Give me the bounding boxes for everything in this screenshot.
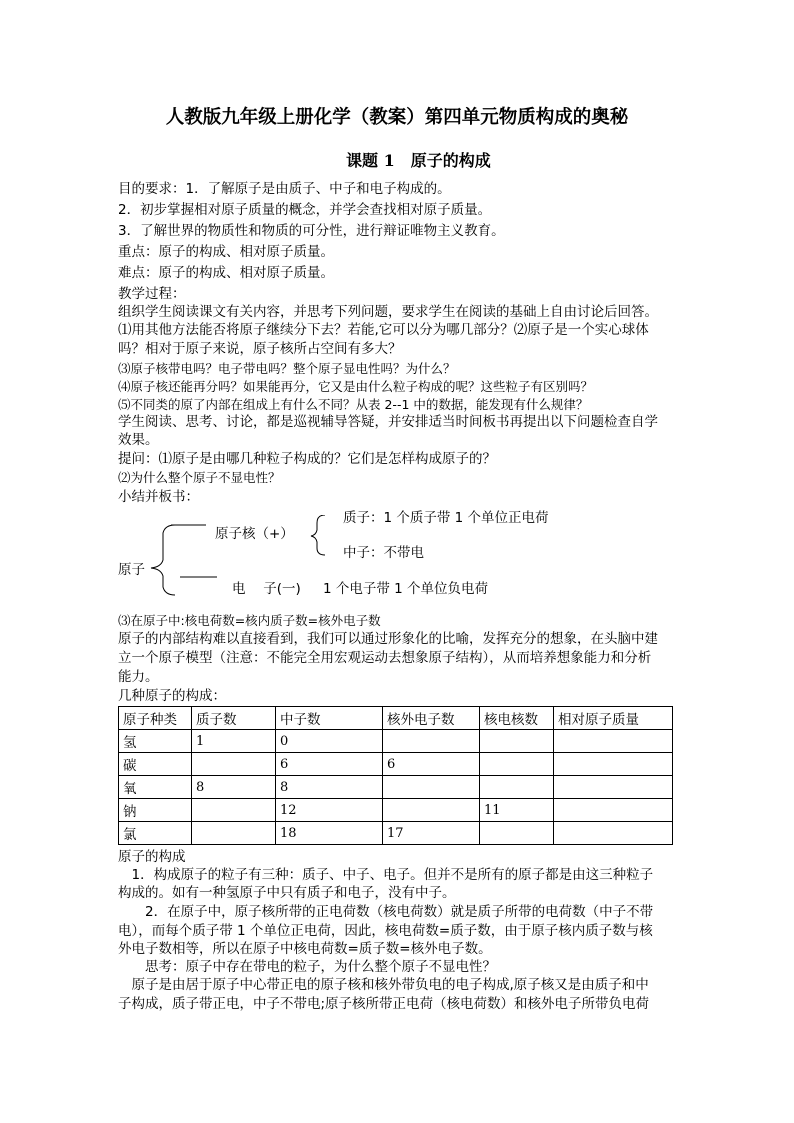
answer-line-1: 原子是由居于原子中心带正电的原子核和核外带负电的电子构成,原子核又是由质子和中	[118, 977, 649, 993]
table-cell	[480, 776, 554, 799]
table-cell	[554, 799, 673, 822]
summary-heading: 小结并板书：	[118, 489, 199, 505]
objective-line-2: 2．初步掌握相对原子质量的概念，并学会查找相对原子质量。	[118, 202, 492, 218]
question-line-5: ⑸不同类的原了内部在组成上有什么不同？从表 2--1 中的数据，能发现有什么规律？	[118, 397, 589, 412]
table-row	[119, 730, 673, 753]
instruction-line: 组织学生阅读课文有关内容，并思考下列问题，要求学生在阅读的基础上自由讨论后回答。	[118, 304, 658, 320]
table-cell: 钠	[119, 799, 192, 822]
question-line-2: 吗？相对于原子来说，原子核所占空间有多大？	[118, 341, 402, 357]
table-row	[119, 776, 673, 799]
table-cell: 氢	[119, 730, 192, 753]
table-cell: 12	[276, 799, 383, 822]
table-cell	[554, 730, 673, 753]
composition-line-1: 1．构成原子的粒子有三种：质子、中子、电子。但并不是所有的原子都是由这三种粒子	[118, 867, 654, 883]
question-line-4: ⑷原子核还能再分吗？如果能再分，它又是由什么粒子构成的呢？这些粒子有区别吗？	[118, 379, 594, 394]
table-cell	[192, 799, 276, 822]
table-header-cell: 相对原子质量	[554, 707, 673, 730]
table-cell: 18	[276, 822, 383, 845]
table-cell: 0	[276, 730, 383, 753]
table-cell	[554, 822, 673, 845]
lesson-subtitle: 课题 1 原子的构成	[346, 151, 491, 170]
model-line-3: 能力。	[118, 669, 159, 685]
diagram-nucleus-label: 原子核（+）	[215, 526, 294, 542]
table-cell	[383, 730, 480, 753]
table-cell: 8	[192, 776, 276, 799]
composition-line-4: 电），而每个质子带 1 个单位正电荷，因此，核电荷数=质子数，由于原子核内质子数与核	[118, 923, 653, 939]
model-line-1: 原子的内部结构难以直接看到，我们可以通过形象化的比喻，发挥充分的想象，在头脑中建	[118, 631, 658, 647]
diagram-electron-label: 电 子(一)	[232, 581, 301, 597]
think-question: 思考：原子中存在带电的粒子，为什么整个原子不显电性？	[118, 959, 496, 975]
difficulties-line: 难点：原子的构成、相对原子质量。	[118, 265, 334, 281]
table-header-row	[119, 707, 673, 730]
table-cell: 氯	[119, 822, 192, 845]
objective-line-1: 目的要求：1．了解原子是由质子、中子和电子构成的。	[118, 181, 451, 197]
table-cell: 1	[192, 730, 276, 753]
table-cell	[383, 799, 480, 822]
table-row	[119, 822, 673, 845]
table-row	[119, 799, 673, 822]
question-line-1: ⑴用其他方法能否将原子继续分下去？若能,它可以分为哪几部分？⑵原子是一个实心球体	[118, 322, 649, 338]
table-cell	[383, 776, 480, 799]
table-header-cell: 原子种类	[119, 707, 192, 730]
table-caption: 几种原子的构成：	[118, 688, 226, 704]
composition-heading: 原子的构成	[118, 849, 186, 865]
table-header-cell: 质子数	[192, 707, 276, 730]
table-header-cell: 核外电子数	[383, 707, 480, 730]
composition-line-3: 2．在原子中，原子核所带的正电荷数（核电荷数）就是质子所带的电荷数（中子不带	[118, 904, 654, 920]
diagram-electron-desc: 1 个电子带 1 个单位负电荷	[323, 581, 489, 597]
key-points-line: 重点：原子的构成、相对原子质量。	[118, 244, 334, 260]
ask-line-2: ⑵为什么整个原子不显电性？	[118, 470, 281, 485]
model-line-2: 立一个原子模型（注意：不能完全用宏观运动去想象原子结构），从而培养想象能力和分析	[118, 650, 652, 666]
atom-composition-table	[118, 706, 673, 845]
table-header-cell: 核电核数	[480, 707, 554, 730]
activity-line-1: 学生阅读、思考、讨论，都是巡视辅导答疑，并安排适当时间板书再提出以下问题检查自学	[118, 414, 658, 430]
table-cell	[192, 753, 276, 776]
table-cell: 碳	[119, 753, 192, 776]
teaching-process-heading: 教学过程：	[118, 286, 186, 302]
table-row	[119, 753, 673, 776]
diagram-neutron-label: 中子：不带电	[343, 545, 424, 561]
document-title: 人教版九年级上册化学（教案）第四单元物质构成的奥秘	[165, 107, 629, 128]
table-cell: 6	[276, 753, 383, 776]
equation-line: ⑶在原子中:核电荷数=核内质子数=核外电子数	[118, 613, 381, 628]
ask-line-1: 提问：⑴原子是由哪几种粒子构成的？它们是怎样构成原子的？	[118, 451, 496, 467]
table-header-cell: 中子数	[276, 707, 383, 730]
table-cell	[480, 753, 554, 776]
diagram-atom-label: 原子	[118, 562, 145, 578]
composition-line-2: 构成的。如有一种氢原子中只有质子和电子，没有中子。	[118, 885, 456, 901]
table-cell	[480, 730, 554, 753]
table-cell: 17	[383, 822, 480, 845]
table-cell: 氧	[119, 776, 192, 799]
composition-line-5: 外电子数相等，所以在原子中核电荷数=质子数=核外电子数。	[118, 941, 492, 957]
table-cell	[480, 822, 554, 845]
question-line-3: ⑶原子核带电吗？电子带电吗？整个原子显电性吗？为什么？	[118, 361, 456, 376]
answer-line-2: 子构成，质子带正电，中子不带电;原子核所带正电荷（核电荷数）和核外电子所带负电荷	[118, 996, 650, 1012]
table-cell: 11	[480, 799, 554, 822]
table-cell	[554, 753, 673, 776]
table-cell: 8	[276, 776, 383, 799]
objective-line-3: 3．了解世界的物质性和物质的可分性，进行辩证唯物主义教育。	[118, 223, 505, 239]
table-cell	[192, 822, 276, 845]
diagram-proton-label: 质子：1 个质子带 1 个单位正电荷	[343, 510, 549, 526]
table-cell: 6	[383, 753, 480, 776]
activity-line-2: 效果。	[118, 432, 159, 448]
table-cell	[554, 776, 673, 799]
